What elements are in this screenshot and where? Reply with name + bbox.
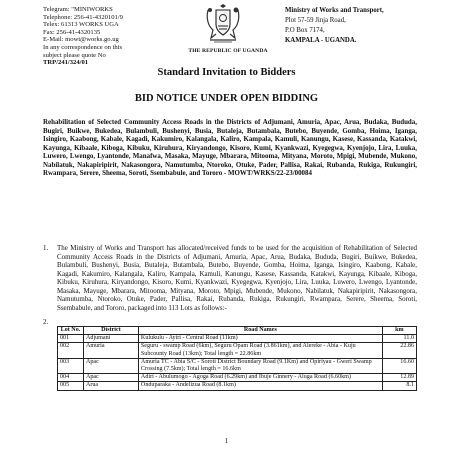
cell-district: Apac — [83, 374, 138, 382]
letterhead-email: E-Mail: mowt@works.go.ug — [43, 36, 119, 44]
cell-lot: 002 — [58, 343, 84, 358]
table-row — [58, 374, 417, 382]
cell-roads: Adiri - Abulumogo - Agoga Road (6.29km) and Ibuje Ginnery - Aluga Road (6.60km) — [138, 374, 382, 382]
cell-km: 22.86 — [382, 343, 416, 358]
ministry-plot: Plot 57-59 Jinja Road, — [285, 17, 346, 24]
cell-lot: 001 — [58, 335, 84, 343]
cell-district: Apac — [83, 358, 138, 373]
letterhead-telephone: Telephone: 256-41-4320101/9 — [43, 13, 123, 21]
ministry-name: Ministry of Works and Transport, — [285, 7, 384, 14]
paragraph-1-text: The Ministry of Works and Transport has allocated/received funds to be used for the acquisition of Rehabilitation of Selected Community Access Roads in the Districts of Adjumani, Amuria, Apac, Arua, Budaka, Bududa, Bugiri, Buikwe, Bukedea, Bulambuli, Bushenyi, Busia, Butaleja, Butambala, Butebo, Buyende, Gomba, Hoima, Iganga, Isingiro, Kaabong, Kabale, Kagadi, Kakumiro, Kalangala, Kaliro, Kampala, Kamuli, Kanungu, Kasese, Kassanda, Katakwi, Kayunga, Kibaale, Kiboga, Kibuku, Kiruhura, Kiryandongo, Kisoro, Kumi, Kyankwazi, Kyegegwa, Kyenjojo, Lira, Luuka, Luwero, Lwengo, Lyantonde, Masaka, Mayuge, Mbarara, Mitooma, Mityana, Moroto, Mpigi, Mubende, Mukono, Nabilatuk, Nakapiripirit, Nakasongora, Namutumba, Ntoroko, Otuke, Pader, Pallisa, Rakai, Rubanda, Rukiga, Rukungiri, Rwampara, Serere, Sheema, Soroti, Ssembabule, and Tororo, packaged into 113 Lots as follows:- — [57, 244, 417, 312]
table-row — [58, 343, 417, 358]
ministry-po-box: P.O Box 7174, — [285, 27, 325, 34]
ministry-address-block — [285, 6, 445, 46]
cell-roads: Seguru - swamp Road (6km), Seguru Opam Road (3.861km), and Alereke - Abia - Kuju Subcounty Road (13km); Total length = 22.86km — [138, 343, 382, 358]
cell-lot: 003 — [58, 358, 84, 373]
letterhead-telegram: Telegram: "MINIWORKS — [43, 6, 113, 13]
header-district: District — [83, 327, 138, 335]
cell-district: Amuria — [83, 343, 138, 358]
header-km: km — [382, 327, 416, 335]
paragraph-1-number: 1. — [43, 244, 49, 252]
letterhead-reference-number: TRP/241/324/01 — [43, 59, 89, 67]
cell-km: 12.89 — [382, 374, 416, 382]
letterhead-telex: Telex: 61313 WORKS UGA — [43, 21, 119, 29]
cell-km: 8.1 — [382, 382, 416, 390]
cell-lot: 005 — [58, 382, 84, 390]
republic-label: THE REPUBLIC OF UGANDA — [188, 48, 268, 54]
table-row — [58, 358, 417, 373]
lots-table — [57, 326, 417, 391]
invitation-heading: Standard Invitation to Bidders — [157, 67, 296, 78]
table-row — [58, 335, 417, 343]
cell-km: 11.0 — [382, 335, 416, 343]
cell-roads: Kulukulu - Ayiri - Central Road (11km) — [138, 335, 382, 343]
table-row — [58, 382, 417, 390]
bid-notice-heading: BID NOTICE UNDER OPEN BIDDING — [134, 93, 319, 104]
letterhead-contact-block — [43, 6, 193, 67]
header-road-names: Road Names — [138, 327, 382, 335]
project-title-paragraph: Rehabilitation of Selected Community Access Roads in the Districts of Adjumani, Amuria, Apac, Arua, Budaka, Bududa, Bugiri, Buikwe, Bukedea, Bulambuli, Bushenyi, Busia, Butaleja, Butambala, Butebo, Buyende, Gomba, Hoima, Iganga, Isingiro, Kaabong, Kabale, Kagadi, Kakumiro, Kalangala, Kaliro, Kampala, Kamuli, Kanungu, Kasese, Kassanda, Katakwi, Kayunga, Kibaale, Kiboga, Kibuku, Kiruhura, Kiryandongo, Kisoro, Kumi, Kyankwazi, Kyegegwa, Kyenjojo, Lira, Luuka, Luwero, Lwengo, Lyantonde, Manafwa, Masaka, Mayuge, Mbarara, Mitooma, Mityana, Moroto, Mpigi, Mubende, Mukono, Nabilatuk, Nakapiripirit, Nakasongora, Namutumba, Ntoroko, Otuke, Pader, Pallisa, Rakai, Rubanda, Rukiga, Rukungiri, Rwampara, Serere, Sheema, Soroti, Ssembabule, and Tororo - MOWT/WRKS/22-23/00084 — [43, 118, 417, 178]
letterhead-quote-note: subject please quote No — [43, 51, 106, 59]
letterhead-fax: Fax: 256-41-4320135 — [43, 28, 101, 36]
cell-roads: Amuria TC - Abia S/C - Soroti District Boundary Road (9.1Km) and Opiriyau - Gweri Swamp Crossing (7.5km); Total length = 16.6km — [138, 358, 382, 373]
letterhead-correspondence-note: In any correspondence on this — [43, 43, 123, 51]
paragraph-1 — [43, 244, 417, 312]
cell-km: 16.60 — [382, 358, 416, 373]
paragraph-2-number: 2. — [43, 318, 49, 326]
cell-lot: 004 — [58, 374, 84, 382]
header-lot-no: Lot No. — [58, 327, 84, 335]
cell-roads: Onduparaka - Andelizua Road (8.1km) — [138, 382, 382, 390]
page-number: 1 — [224, 437, 229, 445]
cell-district: Adjumani — [83, 335, 138, 343]
ministry-city: KAMPALA - UGANDA. — [285, 37, 357, 44]
table-header-row — [58, 327, 417, 335]
cell-district: Arua — [83, 382, 138, 390]
coat-of-arms-icon — [204, 4, 242, 44]
